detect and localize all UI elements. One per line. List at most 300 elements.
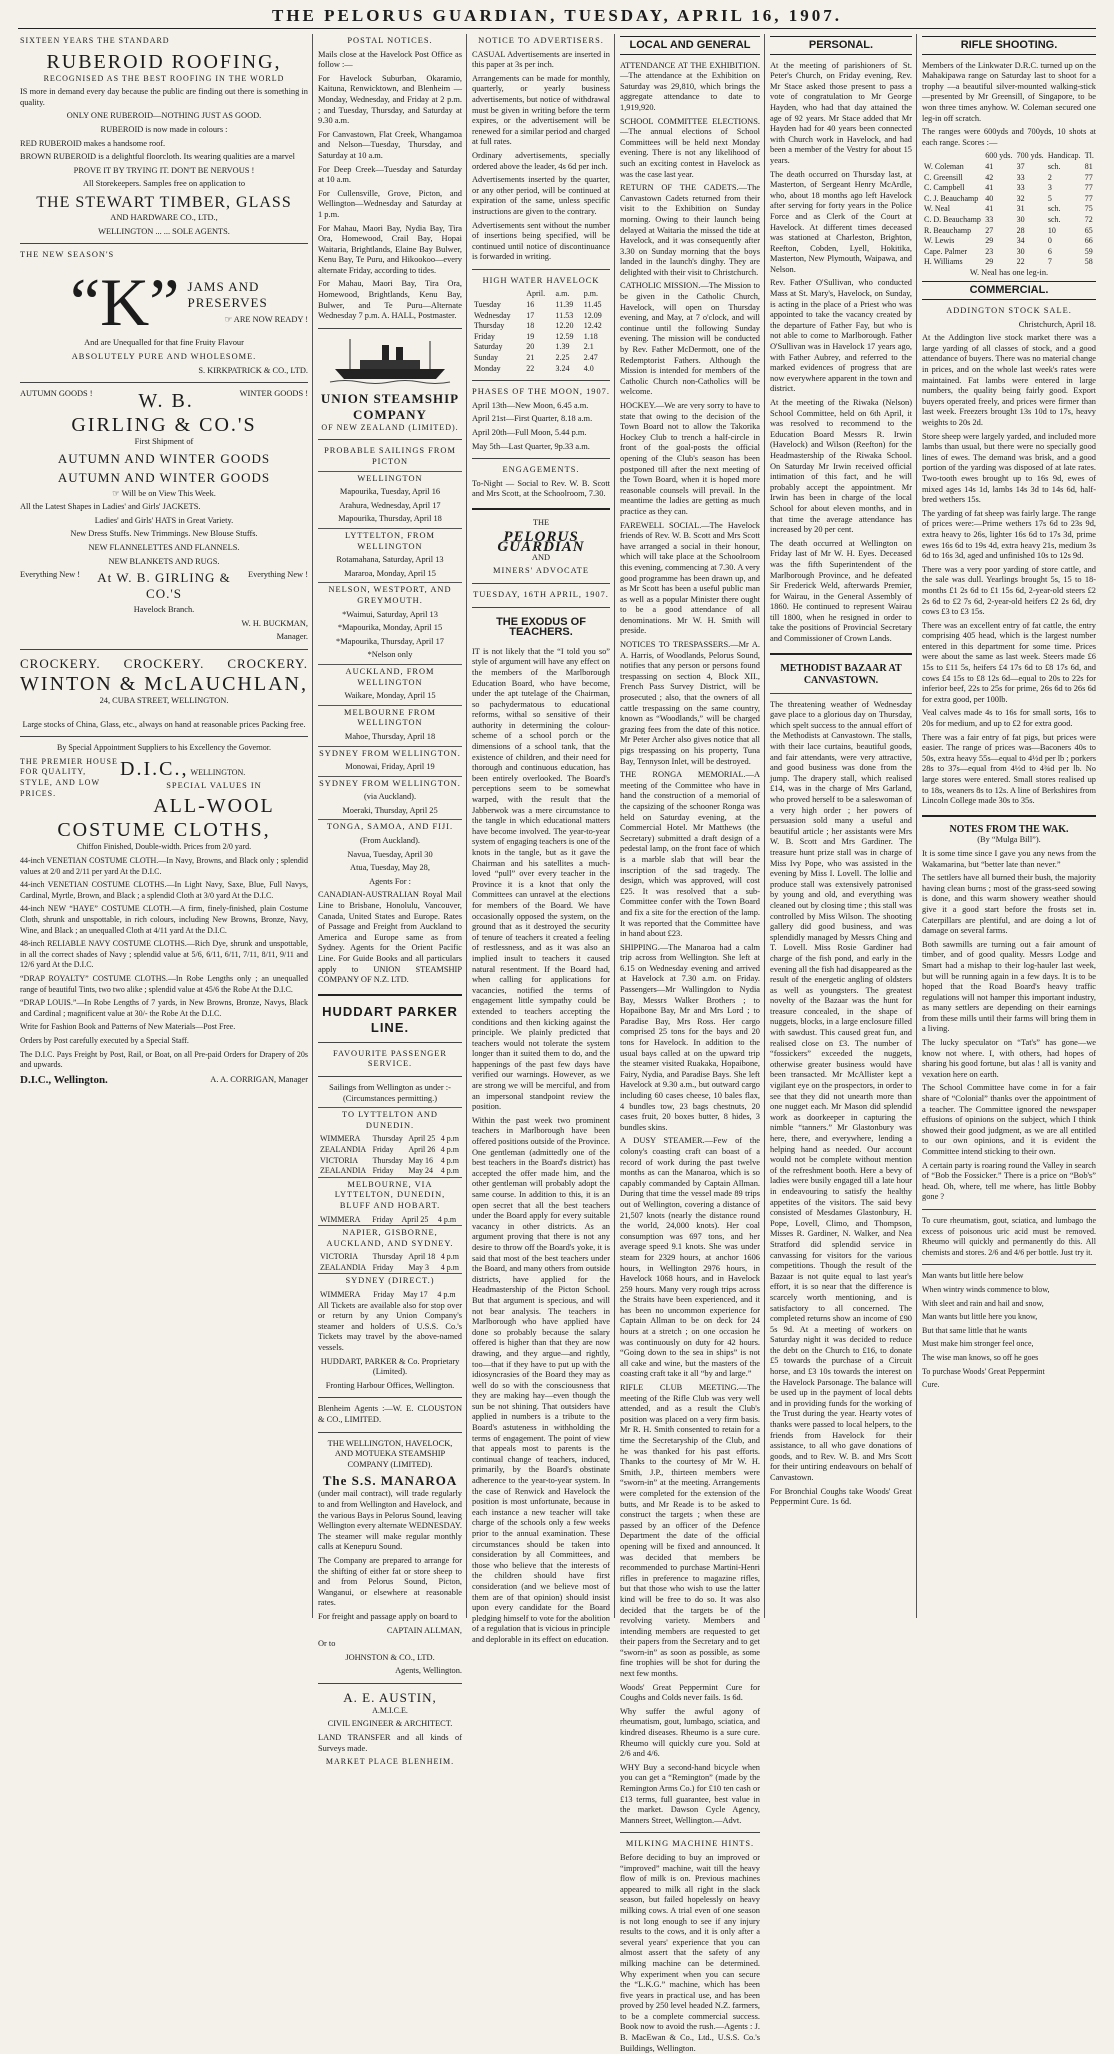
table-row xyxy=(922,257,1096,268)
table-cell: 3.24 xyxy=(555,363,570,373)
table-row xyxy=(472,321,610,332)
table-head: p.m. xyxy=(583,289,598,299)
table-cell: 17 xyxy=(526,310,535,320)
table-row xyxy=(922,247,1096,258)
table-cell: 7 xyxy=(1047,257,1052,267)
rheumo-ad: To cure rheumatism, gout, sciatica, and lumbago the excess of poisonous uric acid must be removed. Rheumo will quickly and permanently do this. All chemists and stores. 2/6 and 4/6 per bottle. Just try it. xyxy=(922,1215,1096,1257)
table-row xyxy=(472,332,610,343)
nameplate-sub: MINERS' ADVOCATE xyxy=(493,566,589,576)
ad-body: IS more in demand every day because the public are finding out there is something in quality. xyxy=(20,87,308,107)
table-cell: 30 xyxy=(1016,246,1025,256)
ad-line: ABSOLUTELY PURE AND WHOLESOME. xyxy=(71,351,257,361)
table-cell: 29 xyxy=(985,236,994,246)
table-cell: 2 xyxy=(1047,172,1052,182)
table-cell: 4 p.m xyxy=(437,1214,457,1224)
manaroa-contact: CAPTAIN ALLMAN, xyxy=(386,1625,462,1635)
table-row xyxy=(922,226,1096,237)
table-cell: Thursday xyxy=(372,1155,403,1165)
sailing-line: Mararoa, Monday, April 15 xyxy=(344,568,436,578)
ad-line: CROCKERY. xyxy=(20,656,101,672)
bazaar-body xyxy=(770,700,912,1508)
table-cell: 18 xyxy=(526,321,535,331)
table-cell: VICTORIA xyxy=(320,1252,359,1262)
girling-ad xyxy=(20,389,308,643)
dic-item: 44-inch VENETIAN COSTUME CLOTHS.—In Light Navy, Saxe, Blue, Full Navys, Cardinal, Myrtle, Brown, and Black ; a splendid Cloth at 3/0 yard At the D.I.C. xyxy=(20,880,308,900)
blenheim-agents: Blenheim Agents :—W. E. CLOUSTON & CO., LIMITED. xyxy=(318,1404,462,1424)
bazaar-paragraph: The threatening weather of Wednesday gave place to a glorious day on Thursday, which spelt success to the annual effort of the Methodists at Canvastown. The stalls, with their lace curtains, beautiful goods, and fair attendants, were very attractive, and good business was done from the jump. The drapery stall, which realised £14, was in the charge of Mrs Garland, who proved herself to be a saleswoman of a very high order ; her powers of persuasion sold many a useful and beautiful article ; her assistants were Mrs W. B. Scott and Mrs Gardiner. The treasure hunt prize stall was in charge of Miss Ivy Pope, who was assisted in the evening by Miss I. Lovell. The lollie and produce stall was extensively patronised by young and old, and everything was cleaned out by closing time ; this stall was controlled by Miss Wilson. The shooting gallery did good business, and was splendidly managed by Messrs Ching and T. Lovell. Miss Rosie Gardiner had charge of the fish pond, and early in the evening all the fish had disappeared as the result of the energetic angling of oldsters as well as youngsters. The greatest novelty of the Bazaar was the hunt for treasure concealed, in the shape of nuggets, blocks, in a large enclosure filled with sawdust. This caused great fun, and realised close on £3. The number of “fossickers” exceeded the nuggets, otherwise greater business would have been transacted. Mr McAllister kept a vigilant eye on the prospectors, in order to see that they did not unearth more than one nugget each. Mr Mason did splendid work as doorkeeper in capturing the nimble “tanners.” Mr Glastonbury was here, there, and everywhere, lending a helping hand as needed. Our account would not be complete without mention of the refreshment booth. Here a bevy of ladies were busily engaged till a late hour in endeavouring to satisfy the healthy appetites of the visitors. The said bevy consisted of Mesdames Glastonbury, H. Pope, Lovell, Climo, and Thompson, Misses R. Gardiner, N. Walker, and Nea Stratford did splendid service in canvassing for visitors for the various competitions. Though the result of the Bazaar is not quite equal to last year's effort, it is so near that the difference is scarcely worth mentioning, and is satisfactory to all concerned. The completed returns show an income of £90 5s 9d. At a meeting of workers on Saturday night it was decided to reduce the debt on the Church to £16, to donate £5 towards the purchase of a Circuit horse, and £3 10s towards the interest on the Havelock Parsonage. The balance will be used up in the payment of local debts and in providing funds for the working of the Trust during the year. Hearty votes of thanks were passed to local helpers, to the friends from Havelock for their assistance, to all who gave donations of goods, and to Rev. W. B. and Mrs Scott for their untiring endeavours on behalf of Canvastown. xyxy=(770,699,912,1482)
ad-line: WELLINGTON. xyxy=(190,767,246,777)
column-rule xyxy=(312,34,313,1618)
table-cell: 66 xyxy=(1084,236,1093,246)
routes-list xyxy=(318,1107,462,1301)
table-cell: 10 xyxy=(1047,225,1056,235)
table-cell: 4 p.m xyxy=(437,1290,456,1300)
column-rule xyxy=(614,34,615,1618)
table-cell: May 17 xyxy=(403,1290,428,1300)
favourite-heading: FAVOURITE PASSENGER SERVICE. xyxy=(332,1048,447,1069)
table-cell: sch. xyxy=(1047,204,1061,214)
table-cell: May 16 xyxy=(408,1155,434,1165)
wak-paragraph: The School Committee have come in for a fair share of “Colonial” thanks over the appointment of a teacher. The Committee ignored the newspaper effusions of opinions on the subject, which I think showed their good judgment, as we are all entitled to our own opinions, and it is evident the Committee intend sticking to their own. xyxy=(922,1083,1096,1156)
local-item: Why suffer the awful agony of rheumatism, gout, lumbago, sciatica, and kindred diseases. Rheumo is a sure cure. Rheumo will quickly cure you. Sold at 2/6 and 4/6. xyxy=(620,1706,760,1759)
ruberoid-ad xyxy=(20,36,308,237)
table-head: 700 yds. xyxy=(1016,151,1044,161)
sailings-list xyxy=(318,471,462,874)
ad-line: New Dress Stuffs. New Trimmings. New Blouse Stuffs. xyxy=(70,529,258,539)
ad-line: AUTUMN GOODS ! xyxy=(20,389,93,399)
motueka-heading: THE WELLINGTON, HAVELOCK, AND MOTUEKA STEAMSHIP COMPANY (LIMITED). xyxy=(327,1438,453,1469)
milking-heading: MILKING MACHINE HINTS. xyxy=(625,1839,755,1849)
canadian-body: CANADIAN-AUSTRALIAN Royal Mail Line to Brisbane, Honolulu, Vancouver, Canada, United States and Europe. Rates of Passage and Freight from Auckland to America and Europe same as from Sydney. Agents for the Orient Pacific Line. For Guide Books and all particulars apply to UNION STEAMSHIP COMPANY OF N.Z. LTD. xyxy=(318,890,462,985)
engagements-body: To-Night — Social to Rev. W. B. Scott and Mrs Scott, at the Schoolroom, 7.30. xyxy=(472,478,610,499)
austin-line: CIVIL ENGINEER & ARCHITECT. xyxy=(327,1719,453,1729)
table-cell: 4 p.m xyxy=(440,1144,459,1154)
ad-maker: S. KIRKPATRICK & CO., LTD. xyxy=(198,365,308,375)
steamship-icon xyxy=(330,335,450,385)
ad-line: Everything New ! xyxy=(247,570,308,580)
table-row xyxy=(318,1252,462,1263)
table-head: a.m. xyxy=(555,289,570,299)
ad-view-text: Will be on View This Week. xyxy=(121,488,216,498)
table-cell: 81 xyxy=(1084,161,1093,171)
table-cell: 19 xyxy=(526,331,535,341)
table-cell: WIMMERA xyxy=(320,1290,361,1300)
route-table xyxy=(318,1215,462,1226)
table-cell: 3 xyxy=(1047,183,1052,193)
ad-line: Chiffon Finished, Double-width. Prices from 2/0 yard. xyxy=(76,842,252,852)
table-row xyxy=(318,1215,462,1226)
leader-heading: THE EXODUS OF TEACHERS. xyxy=(496,615,586,639)
table-cell: 29 xyxy=(985,257,994,267)
union-heading: UNION STEAMSHIP COMPANY xyxy=(320,390,460,422)
manaroa-contact: JOHNSTON & CO., LTD. xyxy=(345,1652,435,1662)
sailing-line: Moeraki, Thursday, April 25 xyxy=(342,805,438,815)
notice-item: Ordinary advertisements, specially ordered above the leader, 4s 6d per inch. xyxy=(472,150,610,171)
nameplate-the: THE xyxy=(532,517,550,527)
ad-kicker: THE NEW SEASON'S xyxy=(20,250,115,260)
table-cell: Thursday xyxy=(474,321,505,331)
sailing-line: Mahoe, Thursday, April 18 xyxy=(344,731,436,741)
table-cell: Sunday xyxy=(474,353,498,363)
verse-line: Man wants but little here below xyxy=(922,1271,1024,1281)
austin-line: LAND TRANSFER and all kinds of Surveys made. xyxy=(318,1733,462,1753)
ad-line: At W. B. GIRLING & CO.'S xyxy=(97,570,231,602)
sailing-line: Mapourika, Tuesday, April 16 xyxy=(339,487,441,497)
union-sub: OF NEW ZEALAND (LIMITED). xyxy=(321,422,459,432)
table-row xyxy=(318,1263,462,1274)
manaroa-heading: The S.S. MANAROA xyxy=(322,1473,458,1489)
ad-line: Havelock Branch. xyxy=(133,605,195,615)
verse-line: But that same little that he wants xyxy=(922,1325,1027,1335)
bazaar-paragraph: For Bronchial Coughs take Woods' Great Peppermint Cure. 1s 6d. xyxy=(770,1486,912,1507)
table-row xyxy=(318,1134,462,1145)
commercial-paragraph: There was a fair entry of fat pigs, but prices were easier. The range of prices was—Baconers 40s to 50s, extra heavy 55s—equal to 4½d per lb ; porkers 28s to 37s—equal from 4½d to 4¾d per lb. No large stores were entered. Small stores realised up to 18s, weaners 8s to 12s. A line of Berkshires from Lincoln College made 30s to 35s. xyxy=(922,732,1096,806)
ad-line: And are Unequalled for that fine Fruity Flavour xyxy=(84,338,244,348)
table-cell: 33 xyxy=(1016,172,1025,182)
manaroa-body: The Company are prepared to arrange for the shifting of either fat or store sheep to and from Pelorus Sound, Picton, Wanganui, or elsewhere at reasonable rates. xyxy=(318,1555,462,1608)
table-cell: WIMMERA xyxy=(320,1134,361,1144)
verse-line: Cure. xyxy=(922,1380,940,1390)
column-local xyxy=(620,36,760,2053)
table-row xyxy=(922,204,1096,215)
table-cell: 37 xyxy=(1016,161,1025,171)
table-cell: 16 xyxy=(526,300,535,310)
table-cell: 4 p.m xyxy=(440,1166,459,1176)
table-cell: 31 xyxy=(1016,204,1025,214)
ad-title: D.I.C., xyxy=(120,757,189,780)
high-water-table xyxy=(472,289,610,374)
commercial-list xyxy=(922,333,1096,807)
sailing-line: *Mapourika, Thursday, April 17 xyxy=(336,636,444,646)
table-cell: 40 xyxy=(985,193,994,203)
rifle-body: Members of the Linkwater D.R.C. turned up on the Mahakipawa range on Saturday last to shoot for a trophy —a beautiful silver-mounted walking-stick—presented by Mr Greensill, of Singapore, to be won three times anyhow. W. Coleman secured one leg-in off scratch. xyxy=(922,60,1096,123)
local-item: ATTENDANCE AT THE EXHIBITION.—The attendance at the Exhibition on Saturday was 29,810, which brings the aggregate attendance to date to 1,919,920. xyxy=(620,60,760,112)
table-head: Handicap. xyxy=(1047,151,1081,161)
nameplate-and: AND xyxy=(531,552,551,562)
table-cell: Thursday xyxy=(372,1252,403,1262)
table-cell: Saturday xyxy=(474,342,503,352)
notice-list xyxy=(472,50,610,263)
route-heading: TO LYTTELTON AND DUNEDIN. xyxy=(318,1107,462,1131)
table-row xyxy=(318,1166,462,1177)
huddart-address: Fronting Harbour Offices, Wellington. xyxy=(325,1380,455,1390)
personal-item: Rev. Father O'Sullivan, who conducted Mass at St. Mary's, Havelock, on Sunday, is acting in the place of a Priest who was appointed to take the vacancy created by the departure of Father Fay, but who is not able to come to Marlborough. Father O'Sullivan was in Havelock 17 years ago, with Father Aubrey, and referred to the marked evidences of progress that are now everywhere apparent in the town and district. xyxy=(770,278,912,394)
table-row xyxy=(922,194,1096,205)
pointing-hand-icon: ☞ xyxy=(224,314,233,324)
verse-line: Must make him stronger feel once, xyxy=(922,1339,1034,1349)
table-cell: ZEALANDIA xyxy=(320,1144,367,1154)
ad-line: CROCKERY. xyxy=(123,656,205,672)
ad-line: Everything New ! xyxy=(20,570,81,580)
local-item: NOTICES TO TRESPASSERS.—Mr A. A. Harris, of Woodlands, Pelorus Sound, notifies that any person or persons found trespassing on section 4, Block XII., French Pass Survey District, will be prosecuted ; also, that the owners of all cattle trespassing on the same country, known as “Woodlands,” will be charged grazing fees from the date of this notice. Mr Peter Archer also gives notice that all pigs trespassing on his property, Tuna Bay, Tennyson Inlet, will be destroyed. xyxy=(620,640,760,766)
table-cell: 34 xyxy=(1016,236,1025,246)
notice-item: Arrangements can be made for monthly, quarterly, or yearly business advertisements, but notice of withdrawal must be given in writing before the term expires, or the advertisement will be renewed for a similar period and charged at full rates. xyxy=(472,73,610,147)
table-cell: 22 xyxy=(526,363,535,373)
table-cell: 30 xyxy=(1016,214,1025,224)
sailing-heading: AUCKLAND, FROM WELLINGTON xyxy=(318,664,462,688)
table-head: Tl. xyxy=(1084,151,1094,161)
ad-manager: Manager. xyxy=(276,632,308,642)
commercial-heading: COMMERCIAL. xyxy=(922,281,1096,300)
commercial-paragraph: There was a very poor yarding of store cattle, and the sale was dull. Yearlings brought 5s, 15 to 18-months £1 2s 6d to £1 15s 6d, 2-year-old steers £2 2s 6d to £2 7s 6d, 2-year-old heifers £2 2s 6d, dry cows £3 to £3 15s. xyxy=(922,564,1096,617)
dic-item: Orders by Post carefully executed by a Special Staff. xyxy=(20,1035,189,1045)
personal-item: The death occurred on Thursday last, at Masterton, of Sergeant Henry McArdle, who, about 18 months ago left Havelock after serving for forty years in the Police Force and as Clerk of the Court at Havelock. At different times deceased was stationed at Charleston, Brighton, Reefton, Cobden, Lyell, Hokitika, Masterton, New Plymouth, Waipawa, and Nelson. xyxy=(770,169,912,274)
postal-item: For Cullensville, Grove, Picton, and Wellington—Wednesday and Saturday at 1 p.m. xyxy=(318,188,462,219)
ad-title: ALL-WOOL COSTUME CLOTHS, xyxy=(57,795,275,842)
table-row xyxy=(922,183,1096,194)
local-item: WHY Buy a second-hand bicycle when you can get a “Remington” (made by the Remington Arms Co.) for £10 ten cash or £13 terms, full guarantee, best value in the market. Dawson Cycle Agency, Manners Street, Wellington.—Advt. xyxy=(620,1762,760,1825)
manaroa-body: For freight and passage apply on board to xyxy=(318,1611,458,1621)
ad-line: Ladies' and Girls' HATS in Great Variety. xyxy=(94,515,234,525)
moon-item: May 5th—Last Quarter, 9p.33 a.m. xyxy=(472,441,590,451)
ad-line: 24, CUBA STREET, WELLINGTON. xyxy=(99,696,229,706)
ad-line: CROCKERY. xyxy=(227,656,308,672)
table-cell: 41 xyxy=(985,204,994,214)
table-cell: 1.18 xyxy=(583,331,598,341)
table-cell: 41 xyxy=(985,161,994,171)
table-cell: May 24 xyxy=(408,1166,434,1176)
moon-item: April 20th—Full Moon, 5.44 p.m. xyxy=(472,428,587,437)
masthead: THE PELORUS GUARDIAN, TUESDAY, APRIL 16, 1907. xyxy=(271,6,843,25)
table-cell: 33 xyxy=(1016,183,1025,193)
table-cell: 0 xyxy=(1047,236,1052,246)
table-cell: 33 xyxy=(985,214,994,224)
ad-manager: W. H. BUCKMAN, xyxy=(241,618,308,628)
table-cell: Wednesday xyxy=(474,310,511,320)
column-advertisements xyxy=(20,36,308,1616)
ad-agents: WELLINGTON ... ... SOLE AGENTS. xyxy=(98,226,230,236)
sailing-heading: MELBOURNE FROM WELLINGTON xyxy=(318,705,462,729)
table-cell: Friday xyxy=(373,1290,395,1300)
ad-line: NEW FLANNELETTES AND FLANNELS. xyxy=(88,543,240,553)
sailing-line: Mapourika, Thursday, April 18 xyxy=(338,514,442,524)
table-cell: 11.39 xyxy=(555,300,574,310)
ad-line: JAMS AND xyxy=(187,278,260,294)
dic-item-list xyxy=(20,856,308,1071)
table-cell: 21 xyxy=(526,353,535,363)
table-cell: Monday xyxy=(474,363,501,373)
sailing-heading: WELLINGTON xyxy=(318,471,462,485)
table-head: April. xyxy=(526,289,546,299)
table-row xyxy=(472,311,610,322)
table-cell: 5 xyxy=(1047,193,1052,203)
ad-ready-text: ARE NOW READY ! xyxy=(233,314,308,324)
manaroa-body: (under mail contract), will trade regularly to and from Wellington and Havelock, and the various Bays in Pelorus Sound, leaving Wellington every alternate WEDNESDAY. The steamer will make regular monthly calls at Kenepuru Sound. xyxy=(318,1489,462,1552)
table-cell: 28 xyxy=(1016,225,1025,235)
local-item: A DUSY STEAMER.—Few of the colony's coasting craft can boast of a record of work during the past twelve months as can the Manaroa, which is so capably commanded by Captain Allman. During that time the vessel made 89 trips out of Wellington, covering a distance of 21,507 knots (nearly the distance round the world, 24,000 knots). Her coal consumption was 697 tons, and her average speed 9.1 knots. She was under steam for 2329 hours, at anchor 1606 hours, in Wellington 2976 hours, in Havelock 1068 hours, and in Havelock 259 hours. Many very rough trips across the Straits have been experienced, and it has been no uncommon experience for Captain Allman to be on deck for 24 hours at a stretch ; on one occasion he was continuously on duty for 42 hours. “Going down to the sea in ships” is not all cake and wine, but the masters of the coasting craft take it all “by and large.” xyxy=(620,1136,760,1379)
table-cell: 23 xyxy=(985,246,994,256)
moon-heading: PHASES OF THE MOON, 1907. xyxy=(472,387,610,397)
table-row xyxy=(922,162,1096,173)
table-cell: C. Greensill xyxy=(924,172,963,182)
column-commercial xyxy=(922,36,1096,1616)
table-cell: April 25 xyxy=(408,1134,436,1144)
route-heading: NAPIER, GISBORNE, AUCKLAND, AND SYDNEY. xyxy=(318,1225,462,1249)
sailing-heading: SYDNEY FROM WELLINGTON. xyxy=(318,746,462,760)
table-row xyxy=(318,1290,462,1301)
verse-line: When wintry winds commence to blow, xyxy=(922,1284,1050,1294)
ad-line: By Special Appointment Suppliers to his Excellency the Governor. xyxy=(57,743,271,753)
verse-line: With sleet and rain and hail and snow, xyxy=(922,1298,1044,1308)
table-cell: Friday xyxy=(372,1166,394,1176)
postal-item: For Canvastown, Flat Creek, Whangamoa and Nelson—Tuesday, Thursday, and Saturday at 10 a.m. xyxy=(318,129,462,160)
table-row xyxy=(922,236,1096,247)
local-item: THE RONGA MEMORIAL.—A meeting of the Committee who have in hand the construction of a memorial of the capsizing of the schooner Ronga was held on Saturday evening, at the Commercial Hotel. Mr Matthews (the Secretary) submitted a draft design of a pedestal lamp, on the front face of which is a marble slab that will bear the inscription of the sad tragedy. The design, which was approved, will cost £25. It was resolved that a sub-Committee confer with the Town Board and fix a site for the erection of the lamp. It was reported that the Committee have in hand about £23. xyxy=(620,770,760,939)
leader-paragraph: IT is not likely that the “I told you so” style of argument will have any effect on the members of the Marlborough Education Board, who have become, under the apt tutelage of the Chairman, so pachydermatous to educational reforms, withal so sensitive of their authority in determining the colour-scheme of a school porch or the dimensions of a school tank, that the existence of children, and their need for thorough and continuous education, has been entirely overlooked. The Board's perceptions seem to be somewhat warped, with the result that the Jabberwok was a mere circumstance to the tangle in which educational matters have become involved. The year-to-year system of engaging teachers is one of the knots in the tangle, but as it gave the Chairman and his satellites a much-loved “pull” over every teacher in the Province it is a knot that only the Committees can unravel at the elections for members of the Board. We have occasionally opposed the system, on the ground that as it destroyed the security of tenure of teachers it created a feeling of restlessness, and as it was also an implied insult to teachers it caused natural resentment. If the Board had, when calling for applications for vacancies, notified the terms of engagement little sympathy could be extended to teachers accepting the conditions and then kicking against the principle. We plainly predicted that teachers would not tolerate the system longer than it suited them to do, and the happenings of the past few days have verified our warnings. However, as we are strong we will be merciful, and from an impersonal standpoint review the position. xyxy=(472,646,610,1112)
route-table xyxy=(318,1252,462,1273)
postal-item: For Deep Creek—Tuesday and Saturday at 10 a.m. xyxy=(318,164,462,185)
table-cell: W. Lewis xyxy=(924,236,955,246)
table-cell: 72 xyxy=(1084,214,1093,224)
ad-line: PROVE IT BY TRYING IT. DON'T BE NERVOUS ! xyxy=(73,165,255,175)
table-row xyxy=(472,364,610,375)
column-rule xyxy=(916,34,917,1618)
table-cell: 77 xyxy=(1084,193,1093,203)
local-item: RETURN OF THE CADETS.—The Canvastown Cadets returned from their visit to the Exhibition on Sunday morning. Owing to their launch being delayed at Waitaria the missed the tide at Havelock, and it was consequently after 3.30 on Sunday morning that the boys landed in the launch's dinghy. They are delighted with their visit to Christchurch. xyxy=(620,183,760,277)
table-cell: 22 xyxy=(1016,257,1025,267)
local-item: SCHOOL COMMITTEE ELECTIONS.—The annual elections of School Committees will be held next Monday evening. There is not any likelihood of such an exciting contest in Havelock as was the case last year. xyxy=(620,116,760,179)
ad-line: NEW BLANKETS AND RUGS. xyxy=(108,556,220,566)
dic-ad xyxy=(20,743,308,1086)
section-heading: NOTICE TO ADVERTISERS. xyxy=(478,36,604,45)
dic-item: 44-inch VENETIAN COSTUME CLOTH.—In Navy, Browns, and Black only ; splendid values at 2/0 and 2/11 per yard At the D.I.C. xyxy=(20,856,308,876)
rifle-heading: RIFLE SHOOTING. xyxy=(922,36,1096,55)
column-leader xyxy=(472,36,611,1644)
table-cell: 6 xyxy=(1047,246,1052,256)
postal-item: For Mahau, Maori Bay, Tira Ora, Homewood, Brightlands, Kenu Bay, Bulwer, and Te Puru—Alternate Wednesday 7 p.m. A. HALL, Postmaster. xyxy=(318,279,462,321)
table-cell: April 26 xyxy=(408,1144,436,1154)
table-row xyxy=(922,173,1096,184)
table-cell: Friday xyxy=(372,1144,394,1154)
local-heading: LOCAL AND GENERAL xyxy=(620,36,760,55)
wak-paragraph: The settlers have all burned their bush, the majority having clean burns ; most of the grass-seed sowing is done, and this warm showery weather should give it a good start before the frosts set in. Caterpillars are plentiful, and are doing a lot of damage on several farms. xyxy=(922,873,1096,936)
sailing-line: *Nelson only xyxy=(367,650,413,660)
column-personal xyxy=(770,36,912,1616)
commercial-paragraph: At the Addington live stock market there was a large yarding of all classes of stock, and a good attendance of buyers. There was no material change in prices, and on the whole last week's rates were maintained. Fat lambs were entered in large numbers, the quality being fairly good. Export buyers operated freely, and prices were firmer than last week. Freezers brought 13s 10d to 17s, heavy weights to 20s 2d. xyxy=(922,333,1096,427)
route-heading: MELBOURNE, VIA LYTTELTON, DUNEDIN, BLUFF AND HOBART. xyxy=(318,1177,462,1212)
personal-item: At the meeting of the Riwaka (Nelson) School Committee, held on 6th April, it was resolved to recommend to the Education Board Messrs R. Irwin (Havelock) and Wilson (Reefton) for the Headmastership of the Riwaka School. On Saturday Mr Irwin received official intimation of this fact, and he will probably accept the appointment. Mr Irwin has been in charge of the local School for about eleven months, and in that time the average attendance has increased by 20 per cent. xyxy=(770,398,912,535)
table-cell: 12.09 xyxy=(583,310,602,320)
ad-line: WINTER GOODS ! xyxy=(239,389,308,399)
local-item: FAREWELL SOCIAL.—The Havelock friends of Rev. W. B. Scott and Mrs Scott have arranged a social in their honour, which will take place at the Schoolroom this evening, commencing at 7.30. A very good programme has been drawn up, and as Mr Scott has been a useful public man as well as a popular Minister there ought to be a good attendance of all denominations. Mr W. H. Smith will preside. xyxy=(620,520,760,636)
postal-list xyxy=(318,50,462,322)
wak-heading: NOTES FROM THE WAK. xyxy=(949,823,1069,835)
wak-paragraph: Both sawmills are turning out a fair amount of timber, and of good quality. Messrs Lodge and Smart had a mishap to their log-hauler last week, but will be running again in a few days. It is to be hoped that the Road Board's heavy traffic regulations will not hamper this important industry, as many settlers are depending on their earnings from these mills until their farms will bring them in a living. xyxy=(922,939,1096,1034)
section-heading: POSTAL NOTICES. xyxy=(347,36,433,45)
table-cell: 41 xyxy=(985,183,994,193)
crockery-ad xyxy=(20,656,308,730)
verse-line: Man wants but little here you know, xyxy=(922,1312,1038,1322)
table-cell: 11.53 xyxy=(555,310,574,320)
wak-paragraph: A certain party is roaring round the Valley in search of “Bob the Fossicker.” There is a price on “Bob's” head. Oh, where, tell me where, has little Bobby gone ? xyxy=(922,1160,1096,1202)
ad-body: Large stocks of China, Glass, etc., always on hand at reasonable prices Packing free. xyxy=(22,719,306,729)
ad-title: RUBEROID ROOFING, xyxy=(46,50,282,73)
tickets-note: All Tickets are available also for stop over or return by any Union Company's steamer and holders of U.S.S. Co.'s Tickets may travel by the above-named vessels. xyxy=(318,1300,462,1353)
table-cell: Tuesday xyxy=(474,300,501,310)
table-cell: VICTORIA xyxy=(320,1155,359,1165)
moon-item: April 13th—New Moon, 6.45 a.m. xyxy=(472,400,589,410)
table-row xyxy=(318,1156,462,1167)
sailing-line: Waikare, Monday, April 15 xyxy=(344,691,436,701)
k-logo: “K” xyxy=(70,263,180,340)
moon-list xyxy=(472,401,610,452)
table-cell: 12.59 xyxy=(555,331,574,341)
sailing-heading: TONGA, SAMOA, AND FIJI. xyxy=(318,819,462,833)
k-jams-ad xyxy=(20,250,308,376)
ad-subtitle: RECOGNISED AS THE BEST ROOFING IN THE WORLD xyxy=(43,73,285,83)
table-cell: 4 p.m xyxy=(440,1134,459,1144)
commercial-paragraph: Store sheep were largely yarded, and included more lambs than usual, but there were no specially good lines of ewes. The demand was brisk, and a good portion of the yarding was disposed of at late rates. Two-tooth ewes brought up to 16s 9d, ewes of mixed ages 14s 1d, lambs 14s 3d to 14s 6d, half-bred wethers 15s. xyxy=(922,431,1096,505)
sailing-line: Monowai, Friday, April 19 xyxy=(345,762,435,772)
notice-item: Advertisements sent without the number of insertions being specified, will be continued until notice of discontinuance is forwarded in writing. xyxy=(472,220,610,262)
local-item: Woods' Great Peppermint Cure for Coughs and Colds never fails. 1s 6d. xyxy=(620,1682,760,1703)
table-cell: 65 xyxy=(1084,225,1093,235)
notice-item: Advertisements inserted by the quarter, or any other period, will be continued at expiration of the same, unless specific instructions are given to the contrary. xyxy=(472,175,610,216)
issue-date: TUESDAY, 16TH APRIL, 1907. xyxy=(473,589,609,599)
table-cell: April 18 xyxy=(408,1252,436,1262)
austin-heading: A. E. AUSTIN, xyxy=(343,1689,437,1705)
table-row xyxy=(922,215,1096,226)
ad-line: All the Latest Shapes in Ladies' and Girls' JACKETS. xyxy=(20,502,201,512)
personal-list xyxy=(770,61,912,645)
postal-item: For Mahau, Maori Bay, Nydia Bay, Tira Ora, Homewood, Crail Bay, Hopai Waitaria, Brightlands, Elaine Bay Bulwer, Kenu Bay, Te Puru, and Hikookoo—every alternate Friday, according to tides. xyxy=(318,223,462,275)
leader-paragraph: Within the past week two prominent teachers in Marlborough have been offered positions outside of the Province. One gentleman (admittedly one of the best teachers in the Board's district) has accepted the offer made him, and the other gentleman will probably adopt the same course. In addition to this, it is an open secret that all the best teachers under the Board apply for every suitable vacancy in other districts. As an argument proving that there is not any desire to throw off the Board's yoke, it is said that most of the best teachers under the Board, and many others from outside districts, have applied for the Headmastership of the Picton School. But that argument is specious, and will not bear analysis. The teachers in Marlborough who have applied have done so probably because the salary offered is higher than that they are now drawing, and they argue—and rightly, too—that if they have to put up with the idiosyncrasies of the Board they may as well do so with the consciousness that they are making hay—even though the sun be not shining. That outsiders have applied in numbers is a tribute to the Board's astuteness in withholding the terms of engagement. The point of view that appeals most to parents is the continual change of teachers, induced, primarily, by the Board's obstinate adherence to the year-to-year system. In the case of Renwick and Havelock the position is most unfortunate, because in each instance a new teacher will take charge of the schools only a few weeks prior to the annual examination. These circumstances should be taken into consideration by all Committees, and those who believe that the interests of the children should have first consideration (and we believe most of them are of that opinion) should insist upon every candidate for the Board pledging himself to vote for the abolition of a regulation that is vicious in principle and deplorable in its effect on education. xyxy=(472,1115,611,1644)
table-cell: C. J. Beauchamp xyxy=(924,193,979,203)
table-cell: April 25 xyxy=(401,1214,429,1224)
table-cell: 2.1 xyxy=(583,342,594,352)
ad-line: SPECIAL VALUES IN xyxy=(166,780,262,790)
table-cell: Friday xyxy=(372,1214,394,1224)
table-cell: 2.25 xyxy=(555,353,570,363)
table-cell: 1.39 xyxy=(555,342,570,352)
pointing-hand-icon: ☞ xyxy=(112,488,120,498)
sailing-line: Navua, Tuesday, April 30 xyxy=(347,849,433,859)
local-item: RIFLE CLUB MEETING.—The meeting of the Rifle Club was very well attended, and as a result the Club's position was placed on a very firm basis. Mr R. H. Smith consented to retain for a time the Secretaryship of the Club, and he was thanked for his past efforts. Thanks to the courtesy of Mr W. H. Smith, J.P., thirteen members were “sworn-in” at the meeting. Arrangements were completed for the extension of the butts, and Mr Reade is to be asked to construct the targets ; when these are passed by an officer of the Defence Department the date of the official opening will be fixed and announced. It was decided that members be recommended to purchase Martini-Henri rifles in preference to magazine rifles, but that those who wish to use the latter kind will be free to do so. It was also decided that the targets be of the revolving variety. Members and intending members are requested to get their papers from the Secretary and to get “sworn-in” as soon as possible, as some fine trophies will be shot for during the next few months. xyxy=(620,1383,760,1679)
ad-footer: D.I.C., Wellington. xyxy=(20,1073,108,1086)
huddart-firm: HUDDART, PARKER & Co. Proprietary (Limited). xyxy=(320,1356,460,1377)
sailing-line: Atua, Tuesday, May 28, xyxy=(350,863,430,873)
table-cell: 59 xyxy=(1084,246,1093,256)
table-cell: 4.0 xyxy=(583,363,594,373)
personal-item: At the meeting of parishioners of St. Peter's Church, on Friday evening, Rev. Mr Stace asked those present to pass a vote of congratulation to Mr George Hayden, who had that day attained the age of 92 years. Mr Stace added that Mr Hayden had for 40 years been connected with Church work in Havelock, and had been a member of the Vestry for about 15 years. xyxy=(770,60,912,165)
table-cell: 77 xyxy=(1084,183,1093,193)
dic-item: 48-inch RELIABLE NAVY COSTUME CLOTHS.—Rich Dye, shrunk and unspottable, in all the correct shades of Navy ; splendid value at 5/6, 6/11, 6/11, 7/11, 8/11, 9/11 and 12/6 yard At the D.I.C. xyxy=(20,939,308,970)
commercial-paragraph: Veal calves made 4s to 16s for small sorts, 16s to 20s for medium, and up to £2 for extra good. xyxy=(922,708,1096,729)
table-cell: Friday xyxy=(474,331,495,341)
notice-item: CASUAL Advertisements are inserted in this paper at 3s per inch. xyxy=(472,49,610,70)
table-cell: H. Williams xyxy=(924,257,963,267)
ad-line: ONLY ONE RUBEROID—NOTHING JUST AS GOOD. xyxy=(66,111,262,121)
wak-paragraph: The lucky speculator on “Tat's” has gone—we know not where. I, with others, had hopes of sharing his good fortune, but alas ! all is vanity and vexation here on earth. xyxy=(922,1038,1096,1079)
column-shipping xyxy=(318,36,462,1767)
sailing-line: *Mapourika, Monday, April 15 xyxy=(337,623,443,633)
sailing-line: Arahura, Wednesday, April 17 xyxy=(339,500,441,510)
table-cell: 4 p.m xyxy=(440,1155,459,1165)
route-table xyxy=(318,1134,462,1176)
ad-kicker: SIXTEEN YEARS THE STANDARD xyxy=(20,36,170,45)
table-head xyxy=(922,151,983,162)
table-cell: ZEALANDIA xyxy=(320,1262,367,1272)
high-water-heading: HIGH WATER HAVELOCK xyxy=(482,275,600,285)
table-cell: R. Beauchamp xyxy=(924,225,972,235)
local-item: CATHOLIC MISSION.—The Mission to be given in the Catholic Church, Havelock, will open on Thursday evening, and May, at 7 o'clock, and will continue until the following Sunday evening. The mission will be conducted by Rev. Father McDermott, one of the Redemptorist Fathers. Although the Mission is intended for members of the Catholic Church non-Catholics will be welcome. xyxy=(620,281,760,397)
masthead-rule xyxy=(18,28,1096,29)
table-cell: 58 xyxy=(1084,257,1093,267)
table-row xyxy=(472,353,610,364)
commercial-paragraph: The yarding of fat sheep was fairly large. The range of prices were:—Prime wethers 17s 6d to 23s 9d, extra heavy to 26s, lighter 16s 6d to 17s 3d, prime ewes 16s 6d to 19s 4d, extra heavy 21s, medium 3s 6d to 16s 3d, aged and unfinished 10s to 12s 9d. xyxy=(922,508,1096,561)
leader-body xyxy=(472,647,610,1646)
ad-title: W. B. GIRLING & CO.'S xyxy=(71,390,257,437)
